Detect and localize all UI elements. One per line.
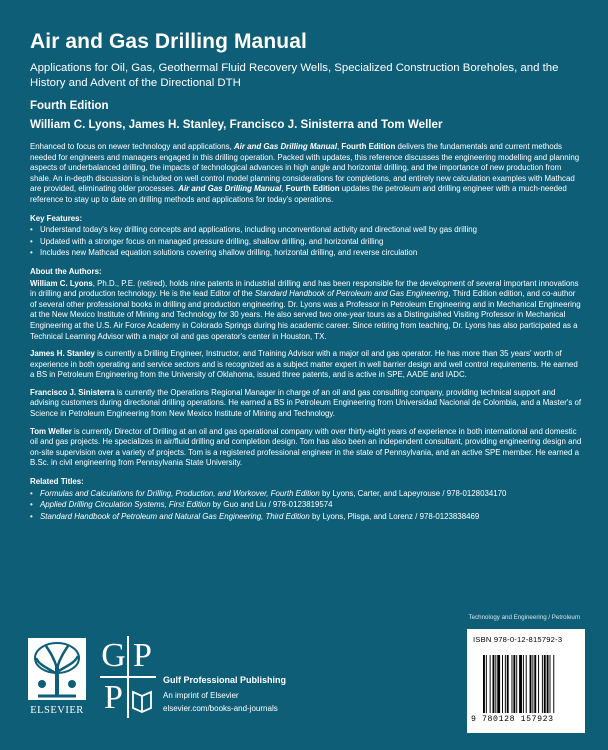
intro-edition-ref: Fourth Edition <box>341 142 396 151</box>
edition-label: Fourth Edition <box>30 100 109 112</box>
related-book-title: Standard Handbook of Petroleum and Natural Gas Engineering, Third Edition <box>40 511 310 521</box>
back-cover <box>30 30 582 523</box>
bio-text: , Ph.D., P.E. (retired), holds nine patents in industrial drilling and has been responsible for the development of several important innovations in drilling and production technology. He is the lead Editor of the <box>30 278 579 299</box>
bio-book-ref: Standard Handbook of Petroleum and Gas Engineering <box>254 289 449 299</box>
gpp-letter-g: G <box>101 637 126 674</box>
feature-item: • Updated with a stronger focus on managed pressure drilling, shallow drilling, and horizontal drilling <box>30 237 582 248</box>
related-book-info: by Guo and Liu / 978-0123819574 <box>210 500 333 510</box>
key-features-heading: Key Features: <box>30 213 83 223</box>
intro-text: updates the petroleum and drilling engineer with a much-needed reference to stay up to date on drilling methods and applications for today's operations. <box>30 184 567 204</box>
publisher-info <box>163 675 286 713</box>
book-title: Air and Gas Drilling Manual <box>30 30 307 53</box>
bio-text: , Third Edition edition, and co-author of several other professional books in drilling and production engineering. Dr. Lyons was a Professor in Petroleum Engineering and in Mechanical Engineering at the New Mexico Institute of Mining and Technology for 30 years. He also served two one-year tours as a Distinguished Visiting Professor in Mechanical Engineering at the U.S. Air Force Academy in Colorado Springs during his academic career. Since retiring from teaching, Dr. Lyons has also participated as a Technical Learning Advisor with a major oil and gas operator's center in Houston, TX. <box>30 289 581 341</box>
barcode-digits: 9 780128 157923 <box>471 715 554 724</box>
elsevier-tree-icon <box>28 638 86 700</box>
bio-text: is currently a Drilling Engineer, Instructor, and Training Advisor with a major oil and gas operator. He has more than 35 years' worth of experience in both operating and service sectors and is recognized as a subject matter expert in well barrier design and well control requirements. He earned a BS in Petroleum Engineering from the University of Oklahoma, issued three patents, and is active in SPE, AADE and IADC. <box>30 349 578 380</box>
publisher-imprint: An imprint of Elsevier <box>163 691 239 700</box>
bio-text: is currently Director of Drilling at an oil and gas operational company with over thirty-eight years of experience in both international and domestic oil and gas projects. He specializes in air/fluid drilling and completion design. Tom has also been an independent consultant, providing engineering design and on-site supervision over a variety of projects. Tom is a registered professional engineer in the state of Pennsylvania, and an active SPE member. He earned a B.Sc. in civil engineering from Pennsylvania State University. <box>30 426 582 468</box>
gpp-letter-p: P <box>133 637 152 674</box>
author-list: William C. Lyons, James H. Stanley, Francisco J. Sinisterra and Tom Weller <box>30 118 443 131</box>
barcode-icon <box>481 655 577 713</box>
bio-stanley <box>30 349 582 381</box>
related-item <box>30 489 582 500</box>
bio-name: Francisco J. Sinisterra <box>30 387 115 397</box>
publisher-url: elsevier.com/books-and-journals <box>163 704 278 713</box>
feature-item: • Understand today's key drilling concepts and applications, including unconventional activity and directional well by gas drilling <box>30 225 582 236</box>
key-features <box>30 214 582 259</box>
book-subtitle: Applications for Oil, Gas, Geothermal Fluid Recovery Wells, Specialized Construction Boreholes, and the History and Advent of the Directional DTH <box>30 62 559 89</box>
about-authors <box>30 267 582 469</box>
gpp-letter-p: P <box>104 679 123 716</box>
subject-category: Technology and Engineering / Petroleum <box>468 614 580 621</box>
gpp-logo <box>100 636 156 722</box>
gpp-book-icon <box>129 678 156 718</box>
related-item <box>30 512 582 523</box>
related-book-title: Formulas and Calculations for Drilling, Production, and Workover, Fourth Edition <box>40 488 320 498</box>
feature-item: • Includes new Mathcad equation solutions covering shallow drilling, horizontal drilling, and reverse circulation <box>30 248 582 259</box>
bio-text: is currently the Operations Regional Manager in charge of an oil and gas consulting company, providing technical support and advising customers during directional drilling operations. He earned a BS in Petroleum Engineering from Universidad Nacional de Colombia, and a Master's of Science in Petroleum Engineering from New Mexico Institute of Mining and Technology. <box>30 387 582 419</box>
intro-text: , <box>281 184 286 194</box>
bio-name: James H. Stanley <box>30 349 95 359</box>
intro-text: Enhanced to focus on newer technology and applications, <box>30 142 234 151</box>
intro-text: , <box>337 142 342 151</box>
publisher-name: Gulf Professional Publishing <box>163 675 287 685</box>
bio-name: William C. Lyons <box>30 278 93 288</box>
intro-paragraph <box>30 142 582 206</box>
intro-text: delivers the fundamentals and current methods needed for engineers and managers engaged in this drilling operation. Packed with updates, this reference discusses the engineering modelling and planning aspects of underbalanced drilling, the impacts of technological advances in high angle and horizontal drilling, and the importance of new production from shale. An in-depth discussion is included on well control model planning considerations for completions, and entirely new calculation examples with Mathcad are provided, eliminating older processes. <box>30 142 580 194</box>
bio-sinisterra <box>30 388 582 420</box>
related-item <box>30 500 582 511</box>
isbn-barcode-box <box>467 629 585 733</box>
intro-title-ref: Air and Gas Drilling Manual <box>178 184 282 194</box>
bio-name: Tom Weller <box>30 426 72 436</box>
bio-weller <box>30 427 582 469</box>
elsevier-wordmark: ELSEVIER <box>30 705 84 716</box>
elsevier-logo <box>28 638 86 726</box>
related-book-title: Applied Drilling Circulation Systems, First Edition <box>40 500 211 510</box>
related-titles-heading: Related Titles: <box>30 477 84 487</box>
intro-edition-ref: Fourth Edition <box>285 184 340 194</box>
bio-lyons <box>30 279 582 343</box>
about-authors-heading: About the Authors: <box>30 266 102 276</box>
related-titles <box>30 477 582 522</box>
related-book-info: by Lyons, Carter, and Lapeyrouse / 978-0128034170 <box>319 488 507 498</box>
intro-title-ref: Air and Gas Drilling Manual <box>233 142 338 151</box>
related-book-info: by Lyons, Plisga, and Lorenz / 978-0123838469 <box>309 511 480 521</box>
isbn-number: ISBN 978-0-12-815792-3 <box>473 635 563 644</box>
